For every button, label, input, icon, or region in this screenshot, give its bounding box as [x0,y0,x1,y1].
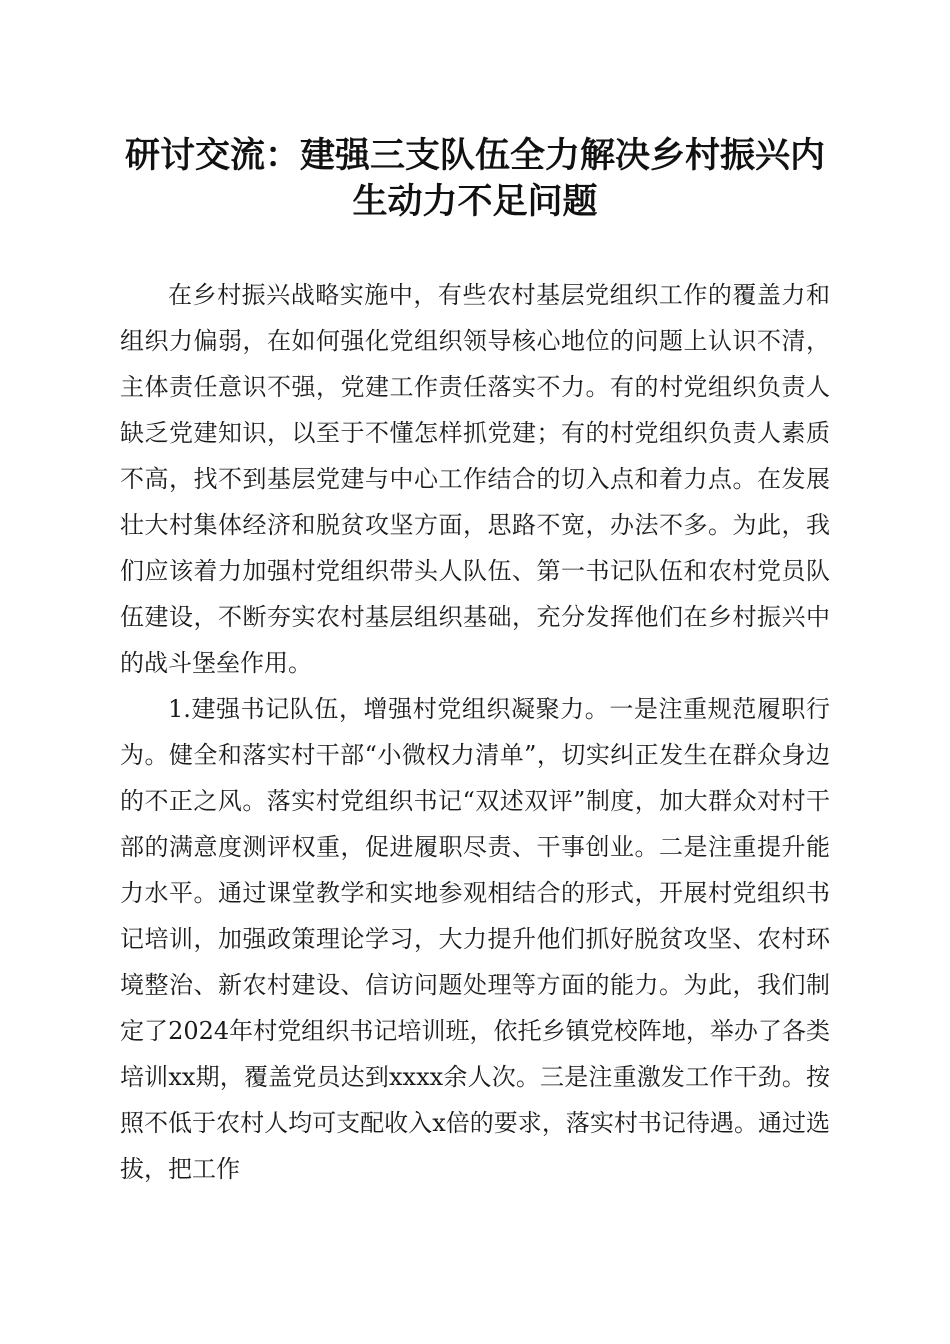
title-line-2: 生动力不足问题 [352,181,598,222]
document-body [120,272,830,1192]
paragraph-section-1: 1.建强书记队伍，增强村党组织凝聚力。一是注重规范履职行为。健全和落实村干部“小微权力清单”，切实纠正发生在群众身边的不正之风。落实村党组织书记“双述双评”制度，加大群众对村干部的满意度测评权重，促进履职尽责、干事创业。二是注重提升能力水平。通过课堂教学和实地参观相结合的形式，开展村党组织书记培训，加强政策理论学习，大力提升他们抓好脱贫攻坚、农村环境整治、新农村建设、信访问题处理等方面的能力。为此，我们制定了2024年村党组织书记培训班，依托乡镇党校阵地，举办了各类培训xx期，覆盖党员达到xxxx余人次。三是注重激发工作干劲。按照不低于农村人均可支配收入x倍的要求，落实村书记待遇。通过选拔，把工作 [120,695,830,1183]
paragraph-intro: 在乡村振兴战略实施中，有些农村基层党组织工作的覆盖力和组织力偏弱，在如何强化党组织领导核心地位的问题上认识不清，主体责任意识不强，党建工作责任落实不力。有的村党组织负责人缺乏党建知识，以至于不懂怎样抓党建；有的村党组织负责人素质不高，找不到基层党建与中心工作结合的切入点和着力点。在发展壮大村集体经济和脱贫攻坚方面，思路不宽，办法不多。为此，我们应该着力加强村党组织带头人队伍、第一书记队伍和农村党员队伍建设，不断夯实农村基层组织基础，充分发挥他们在乡村振兴中的战斗堡垒作用。 [120,281,830,677]
title-line-1: 研讨交流：建强三支队伍全力解决乡村振兴内 [124,135,825,176]
document-title [100,133,850,225]
